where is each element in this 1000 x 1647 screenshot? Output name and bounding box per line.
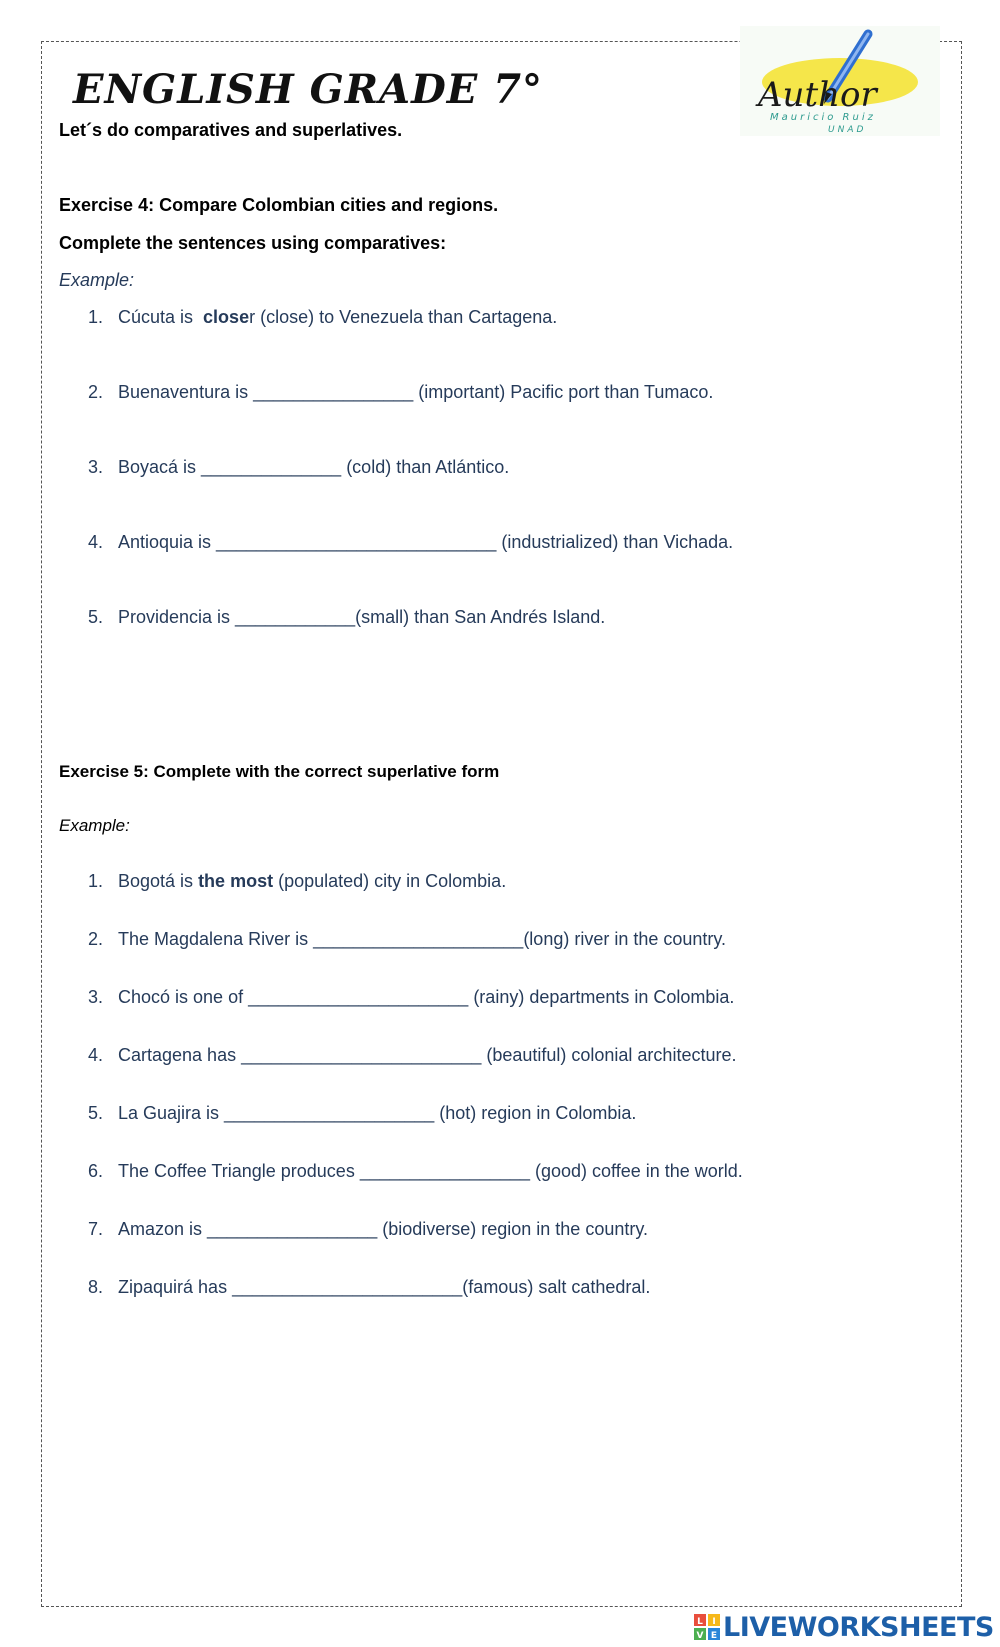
ex5-item-number: 6. bbox=[88, 1161, 104, 1181]
liveworksheets-logo bbox=[694, 1612, 994, 1642]
svg-text:I: I bbox=[712, 1617, 716, 1627]
ex5-item-text: (populated) city in Colombia. bbox=[273, 871, 507, 891]
ex5-item-3: Chocó is one of ______________________ (rainy) departments in Colombia. bbox=[118, 987, 735, 1007]
svg-text:V: V bbox=[696, 1631, 704, 1640]
ex5-item-5: La Guajira is _____________________ (hot) region in Colombia. bbox=[118, 1103, 637, 1123]
ex5-item-number: 7. bbox=[88, 1219, 104, 1239]
exercise4-heading: Exercise 4: Compare Colombian cities and regions. bbox=[59, 195, 499, 215]
ex4-item-answer: close bbox=[203, 307, 250, 327]
exercise4-example-label: Example: bbox=[59, 270, 135, 290]
worksheet-page bbox=[41, 41, 962, 1607]
svg-text:E: E bbox=[710, 1631, 718, 1640]
ex5-item-1 bbox=[118, 871, 506, 892]
footer-brand-text: LIVEWORKSHEETS bbox=[723, 1611, 994, 1643]
ex4-item-number: 1. bbox=[88, 307, 104, 327]
ex4-item-3: Boyacá is ______________ (cold) than Atlántico. bbox=[118, 457, 510, 477]
ex4-item-5: Providencia is ____________(small) than San Andrés Island. bbox=[118, 607, 606, 627]
ex5-item-6: The Coffee Triangle produces _________________ (good) coffee in the world. bbox=[118, 1161, 743, 1181]
logo-script-text: Author bbox=[758, 75, 877, 115]
author-logo bbox=[740, 26, 940, 136]
ex5-item-2: The Magdalena River is _____________________(long) river in the country. bbox=[118, 929, 727, 949]
ex5-item-number: 8. bbox=[88, 1277, 104, 1297]
ex5-item-number: 2. bbox=[88, 929, 104, 949]
ex4-item-number: 2. bbox=[88, 382, 104, 402]
ex4-item-number: 3. bbox=[88, 457, 104, 477]
exercise5-example-label: Example: bbox=[59, 816, 130, 835]
liveworksheets-badge-icon bbox=[694, 1614, 720, 1640]
svg-text:L: L bbox=[697, 1617, 703, 1627]
ex5-item-text: Bogotá is bbox=[118, 871, 199, 891]
ex5-item-number: 4. bbox=[88, 1045, 104, 1065]
ex5-item-number: 5. bbox=[88, 1103, 104, 1123]
page-title: ENGLISH GRADE 7° bbox=[73, 66, 544, 113]
ex5-item-number: 3. bbox=[88, 987, 104, 1007]
subtitle: Let´s do comparatives and superlatives. bbox=[59, 120, 403, 140]
exercise5-heading: Exercise 5: Complete with the correct superlative form bbox=[59, 762, 500, 781]
logo-org: UNAD bbox=[828, 125, 867, 135]
ex4-item-number: 4. bbox=[88, 532, 104, 552]
logo-author-name: Mauricio Ruiz bbox=[770, 112, 876, 123]
ex5-item-4: Cartagena has ________________________ (beautiful) colonial architecture. bbox=[118, 1045, 737, 1065]
ex5-item-8: Zipaquirá has _______________________(famous) salt cathedral. bbox=[118, 1277, 651, 1297]
ex4-item-text: r (close) to Venezuela than Cartagena. bbox=[249, 307, 558, 327]
ex4-item-text: Cúcuta is bbox=[118, 307, 204, 327]
ex5-item-answer: the most bbox=[198, 871, 274, 891]
ex4-item-number: 5. bbox=[88, 607, 104, 627]
ex4-item-1 bbox=[118, 307, 557, 328]
ex5-item-7: Amazon is _________________ (biodiverse) region in the country. bbox=[118, 1219, 649, 1239]
ex4-item-4: Antioquia is ____________________________ (industrialized) than Vichada. bbox=[118, 532, 734, 552]
ex5-item-number: 1. bbox=[88, 871, 104, 891]
ex4-item-2: Buenaventura is ________________ (important) Pacific port than Tumaco. bbox=[118, 382, 714, 402]
exercise4-instruction: Complete the sentences using comparatives: bbox=[59, 233, 447, 253]
